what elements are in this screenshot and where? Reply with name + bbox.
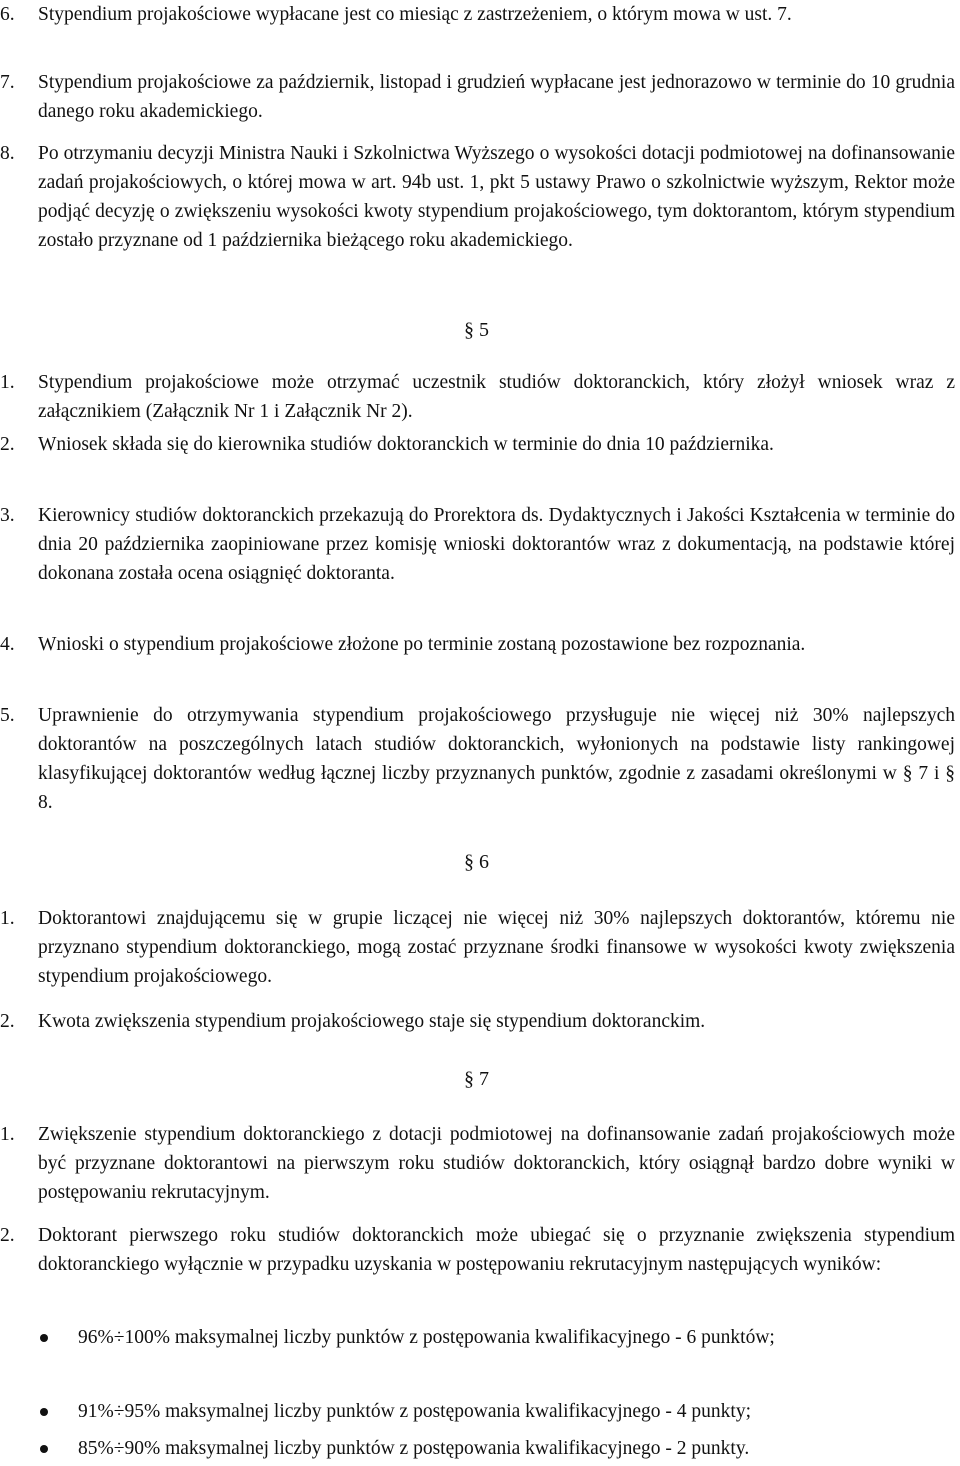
item-number: 2.: [0, 434, 15, 455]
item-text: Doktorant pierwszego roku studiów doktoranckich może ubiegać się o przyznanie zwiększenia stypendium doktoranckiego wyłącznie w przypadku uzyskania w postępowaniu rekrutacyjnym następujących wyników:: [38, 1225, 955, 1275]
section5-item-3: [0, 501, 955, 588]
item-text: Po otrzymaniu decyzji Ministra Nauki i Szkolnictwa Wyższego o wysokości dotacji podmiotowej na dofinansowanie zadań projakościowych, o której mowa w art. 94b ust. 1, pkt 5 ustawy Prawo o szkolnictwie wyższym, Rektor może podjąć decyzję o zwiększeniu wysokości kwoty stypendium projakościowego, tym doktorantom, którym stypendium zostało przyznane od 1 października bieżącego roku akademickiego.: [38, 143, 955, 251]
section7-item-1: [0, 1120, 955, 1207]
item-number: 1.: [0, 1124, 15, 1145]
section5-item-4: [0, 630, 955, 659]
item-number: 1.: [0, 908, 15, 929]
item-number: 2.: [0, 1225, 15, 1246]
item-text: Kierownicy studiów doktoranckich przekazują do Prorektora ds. Dydaktycznych i Jakości Kształcenia w terminie do dnia 20 października zaopiniowane przez komisję wnioski doktorantów wraz z dokumentacją, na podstawie której dokonana została ocena osiągnięć doktoranta.: [38, 505, 955, 584]
section-heading-5: § 5: [464, 319, 489, 341]
bullet-dot-icon: [40, 1408, 48, 1416]
bullet-text: 96%÷100% maksymalnej liczby punktów z postępowania kwalifikacyjnego - 6 punktów;: [78, 1327, 775, 1348]
section6-item-2: [0, 1007, 955, 1036]
section7-item-2: [0, 1221, 955, 1279]
bullet-item: [0, 1397, 955, 1426]
section-heading-7: § 7: [464, 1068, 489, 1090]
item-text: Kwota zwiększenia stypendium projakościowego staje się stypendium doktoranckim.: [38, 1011, 706, 1032]
item-text: Stypendium projakościowe za październik, listopad i grudzień wypłacane jest jednorazowo w terminie do 10 grudnia danego roku akademickiego.: [38, 72, 955, 122]
item-number: 3.: [0, 505, 15, 526]
bullet-item: [0, 1323, 955, 1352]
bullet-dot-icon: [40, 1445, 48, 1453]
section5-item-2: [0, 430, 955, 459]
paragraph-7: [0, 68, 955, 126]
section5-item-5: [0, 701, 955, 817]
item-number: 6.: [0, 4, 15, 25]
section6-item-1: [0, 904, 955, 991]
item-text: Stypendium projakościowe może otrzymać uczestnik studiów doktoranckich, który złożył wniosek wraz z załącznikiem (Załącznik Nr 1 i Załącznik Nr 2).: [38, 372, 955, 422]
item-number: 1.: [0, 372, 15, 393]
item-text: Stypendium projakościowe wypłacane jest co miesiąc z zastrzeżeniem, o którym mowa w ust. 7.: [38, 4, 792, 25]
item-text: Doktorantowi znajdującemu się w grupie liczącej nie więcej niż 30% najlepszych doktorantów, któremu nie przyznano stypendium doktoranckiego, mogą zostać przyznane środki finansowe w wysokości kwoty zwiększenia stypendium projakościowego.: [38, 908, 955, 987]
paragraph-6: [0, 0, 955, 29]
bullet-dot-icon: [40, 1334, 48, 1342]
item-text: Uprawnienie do otrzymywania stypendium projakościowego przysługuje nie więcej niż 30% najlepszych doktorantów na poszczególnych latach studiów doktoranckich, wyłonionych na podstawie listy rankingowej klasyfikującej doktorantów według łącznej liczby przyznanych punktów, zgodnie z zasadami określonymi w § 7 i § 8.: [38, 705, 955, 813]
item-number: 2.: [0, 1011, 15, 1032]
bullet-text: 91%÷95% maksymalnej liczby punktów z postępowania kwalifikacyjnego - 4 punkty;: [78, 1401, 752, 1422]
section5-item-1: [0, 368, 955, 426]
item-text: Wnioski o stypendium projakościowe złożone po terminie zostaną pozostawione bez rozpoznania.: [38, 634, 806, 655]
bullet-item: [0, 1434, 955, 1463]
bullet-text: 85%÷90% maksymalnej liczby punktów z postępowania kwalifikacyjnego - 2 punkty.: [78, 1438, 750, 1459]
section-heading-6: § 6: [464, 851, 489, 873]
item-number: 8.: [0, 143, 15, 164]
item-number: 5.: [0, 705, 15, 726]
paragraph-8: [0, 139, 955, 255]
item-number: 7.: [0, 72, 15, 93]
item-text: Zwiększenie stypendium doktoranckiego z dotacji podmiotowej na dofinansowanie zadań projakościowych może być przyznane doktorantowi na pierwszym roku studiów doktoranckich, który osiągnął bardzo dobre wyniki w postępowaniu rekrutacyjnym.: [38, 1124, 955, 1203]
item-text: Wniosek składa się do kierownika studiów doktoranckich w terminie do dnia 10 października.: [38, 434, 774, 455]
item-number: 4.: [0, 634, 15, 655]
